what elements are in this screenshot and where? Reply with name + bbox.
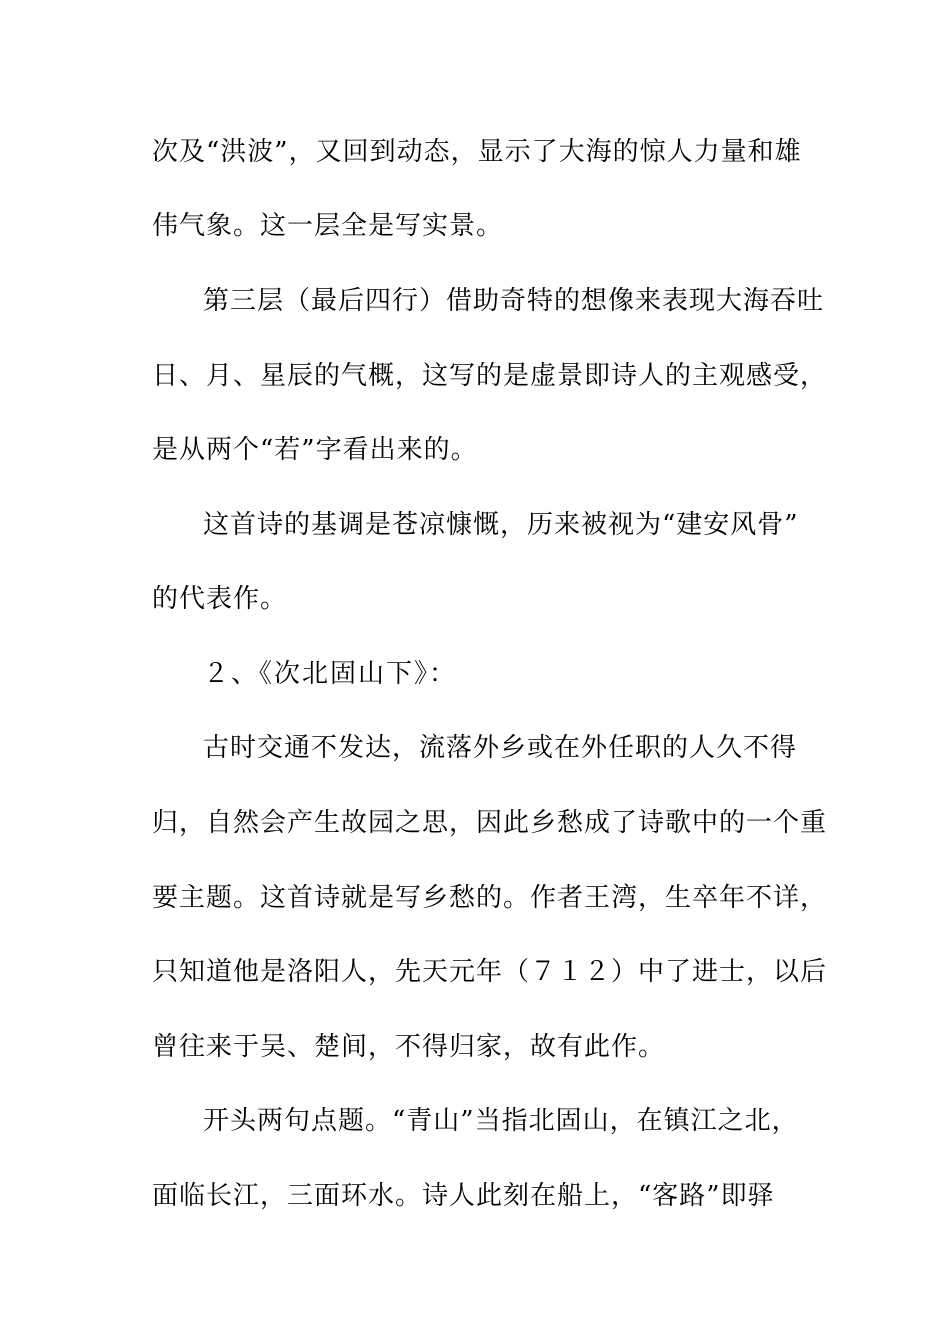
paragraph-line: 第三层（最后四行）借助奇特的想像来表现大海吞吐 bbox=[203, 286, 825, 316]
paragraph-line: 日、月、星辰的气概，这写的是虚景即诗人的主观感受， bbox=[152, 361, 828, 391]
paragraph-line: 次及“洪波”，又回到动态，显示了大海的惊人力量和雄 bbox=[152, 137, 802, 167]
paragraph-line: 伟气象。这一层全是写实景。 bbox=[152, 211, 504, 241]
paragraph-line: 要主题。这首诗就是写乡愁的。作者王湾，生卒年不详， bbox=[152, 883, 828, 913]
paragraph-line: 归，自然会产生故园之思，因此乡愁成了诗歌中的一个重 bbox=[152, 808, 828, 838]
paragraph-line: 只知道他是洛阳人，先天元年（７１２）中了进士，以后 bbox=[152, 957, 828, 987]
paragraph-line: 是从两个“若”字看出来的。 bbox=[152, 435, 478, 465]
paragraph-line: 曾往来于吴、楚间，不得归家，故有此作。 bbox=[152, 1032, 666, 1062]
paragraph-line: 开头两句点题。“青山”当指北固山，在镇江之北， bbox=[203, 1106, 799, 1136]
paragraph-line: 古时交通不发达，流落外乡或在外任职的人久不得 bbox=[203, 733, 798, 763]
section-heading: ２、《次北固山下》： bbox=[203, 659, 458, 689]
paragraph-line: 面临长江，三面环水。诗人此刻在船上，“客路”即驿 bbox=[152, 1181, 775, 1211]
paragraph-line: 的代表作。 bbox=[152, 584, 288, 614]
paragraph-line: 这首诗的基调是苍凉慷慨，历来被视为“建安风骨” bbox=[203, 510, 799, 540]
